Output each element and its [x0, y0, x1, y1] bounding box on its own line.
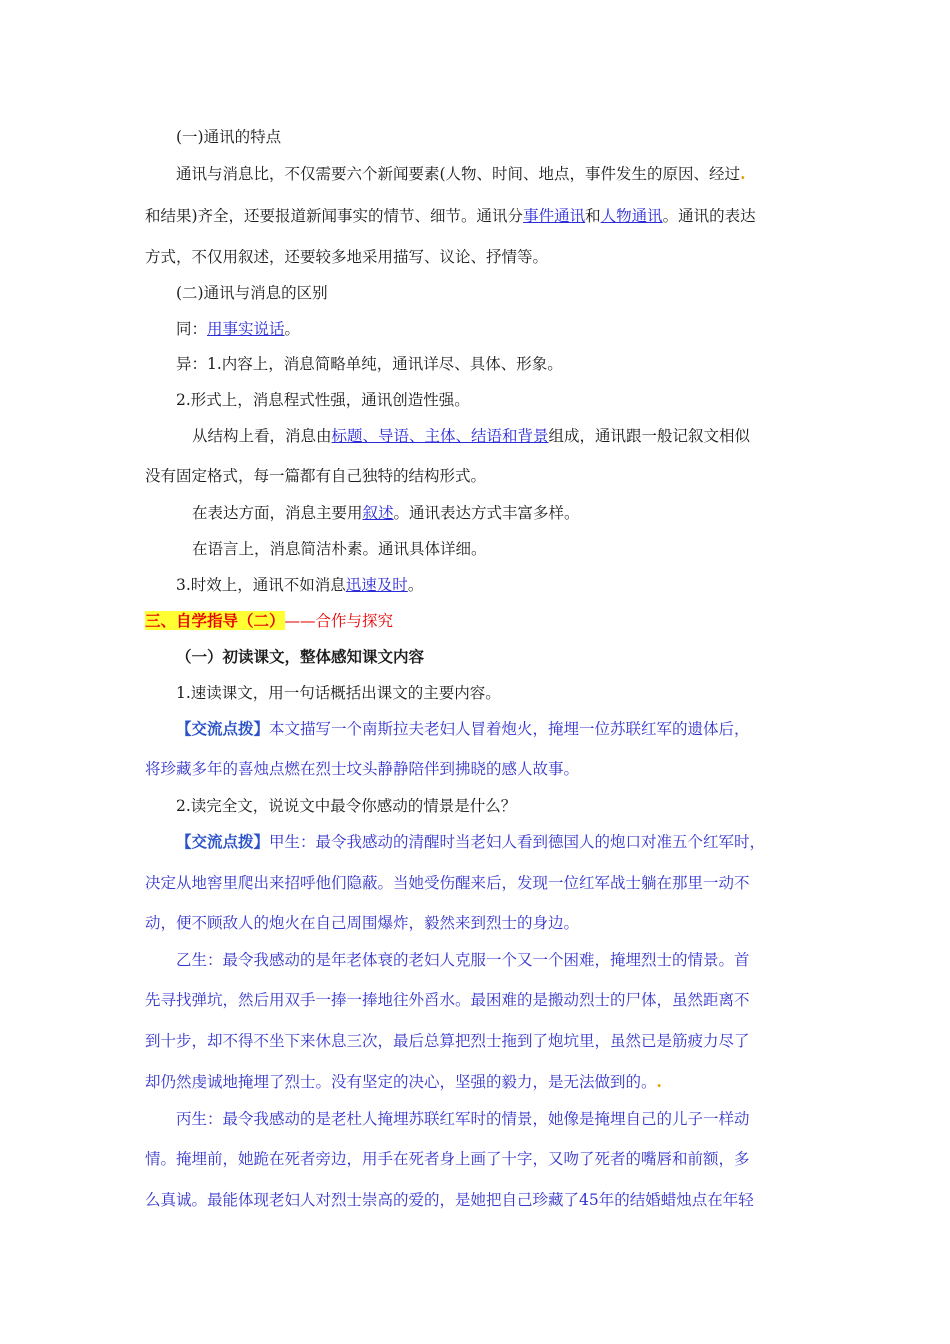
answer-c-line: 丙生：最令我感动的是老杜人掩埋苏联红军时的情景，她像是掩埋自己的儿子一样动 [176, 1110, 750, 1128]
paragraph-line: 通讯与消息比，不仅需要六个新闻要素(人物、时间、地点，事件发生的原因、经过. [176, 164, 746, 183]
link-timely[interactable]: 迅速及时 [345, 576, 408, 594]
tag-label: 【交流点拨】 [176, 832, 270, 851]
section-heading-difference: (二)通讯与消息的区别 [176, 284, 328, 302]
answer-1-line: 将珍藏多年的喜烛点燃在烈士坟头静静陪伴到拂晓的感人故事。 [145, 760, 580, 778]
section-title-highlight: 三、自学指导（二） [145, 611, 285, 630]
section-heading-features: (一)通讯的特点 [176, 128, 282, 146]
answer-2-line: 决定从地窖里爬出来招呼他们隐蔽。当她受伤醒来后，发现一位红军战士躺在那里一动不 [145, 874, 750, 892]
section-title: 三、自学指导（二）——合作与探究 [145, 611, 394, 630]
marker-dot: . [740, 164, 746, 183]
answer-c-line: 么真诚。最能体现老妇人对烈士崇高的爱的，是她把自己珍藏了45年的结婚蜡烛点在年轻 [145, 1191, 754, 1209]
paragraph-line: 没有固定格式，每一篇都有自己独特的结构形式。 [145, 467, 487, 485]
paragraph-line: 在语言上，消息简洁朴素。通讯具体详细。 [192, 540, 487, 558]
paragraph-line: 方式，不仅用叙述，还要较多地采用描写、议论、抒情等。 [145, 248, 549, 266]
paragraph-line: 在表达方面，消息主要用叙述。通讯表达方式丰富多样。 [192, 504, 580, 522]
answer-c-line: 情。掩埋前，她跪在死者旁边，用手在死者身上画了十字，又吻了死者的嘴唇和前额，多 [145, 1150, 750, 1168]
paragraph-line: 和结果)齐全，还要报道新闻事实的情节、细节。通讯分事件通讯和人物通讯。通讯的表达 [145, 207, 756, 225]
paragraph-line: 3.时效上，通讯不如消息迅速及时。 [176, 576, 424, 594]
answer-b-line: 却仍然虔诚地掩埋了烈士。没有坚定的决心，坚强的毅力，是无法做到的。. [145, 1072, 662, 1091]
marker-dot: . [656, 1072, 662, 1091]
link-event-report[interactable]: 事件通讯 [523, 207, 586, 225]
answer-b-line: 乙生：最令我感动的是年老体衰的老妇人克服一个又一个困难，掩埋烈士的情景。首 [176, 951, 750, 969]
link-structure[interactable]: 标题、导语、主体、结语和背景 [331, 427, 549, 445]
answer-2-line: 动，便不顾敌人的炮火在自己周围爆炸，毅然来到烈士的身边。 [145, 914, 580, 932]
question-2: 2.读完全文，说说文中最令你感动的情景是什么？ [176, 797, 517, 815]
answer-b-line: 到十步，却不得不坐下来休息三次，最后总算把烈士拖到了炮坑里，虽然已是筋疲力尽了 [145, 1032, 750, 1050]
link-facts[interactable]: 用事实说话 [207, 320, 285, 338]
paragraph-line: 2.形式上，消息程式性强，通讯创造性强。 [176, 391, 470, 409]
link-narration[interactable]: 叙述 [362, 504, 394, 522]
answer-b-line: 先寻找弹坑，然后用双手一捧一捧地往外舀水。最困难的是搬动烈士的尸体，虽然距离不 [145, 991, 750, 1009]
answer-1-line: 【交流点拨】本文描写一个南斯拉夫老妇人冒着炮火，掩埋一位苏联红军的遗体后， [176, 719, 750, 738]
paragraph-line: 从结构上看，消息由标题、导语、主体、结语和背景组成，通讯跟一般记叙文相似 [192, 427, 751, 445]
tag-label: 【交流点拨】 [176, 719, 270, 738]
answer-2-line: 【交流点拨】甲生：最令我感动的清醒时当老妇人看到德国人的炮口对准五个红军时， [176, 832, 766, 851]
subsection-heading: （一）初读课文，整体感知课文内容 [176, 647, 425, 666]
paragraph-line: 同：用事实说话。 [176, 320, 301, 338]
link-person-report[interactable]: 人物通讯 [600, 207, 663, 225]
question-1: 1.速读课文，用一句话概括出课文的主要内容。 [176, 684, 501, 702]
paragraph-line: 异：1.内容上，消息简略单纯，通讯详尽、具体、形象。 [176, 355, 563, 373]
